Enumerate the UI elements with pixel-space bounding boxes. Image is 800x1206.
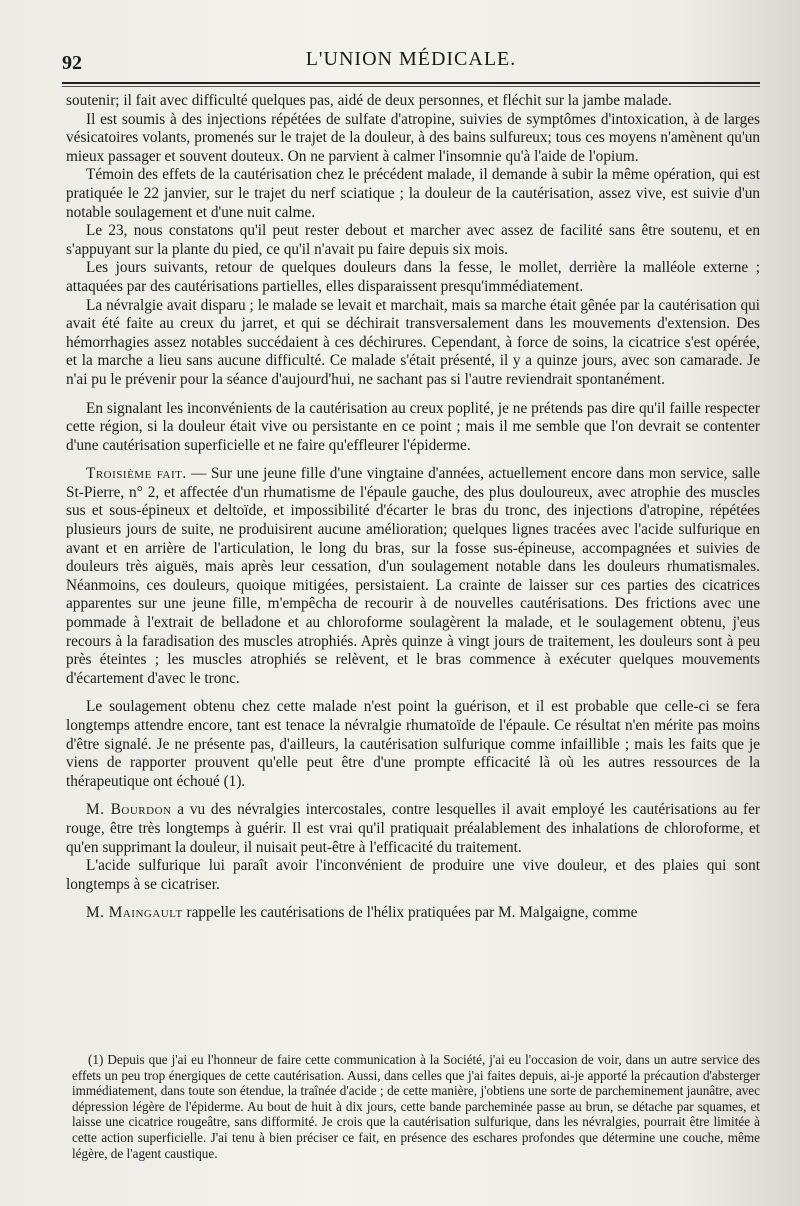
speaker-name: M. Bourdon [86,801,172,819]
paragraph: L'acide sulfurique lui paraît avoir l'inconvénient de produire une vive douleur, et des plaies qui sont longtemps à se cicatriser. [66,857,760,893]
paragraph: La névralgie avait disparu ; le malade se levait et marchait, mais sa marche était gênée par la cautérisation qui avait été faite au creux du jarret, et qui se déchirait transversalement dans les mouvements d'extension. Des hémorrhagies assez notables succédaient à ces déchirures. Cependant, à force de soins, la cicatrice s'est opérée, et la marche a lieu sans aucune difficulté. Ce malade s'était présenté, il y a quinze jours, avec son camarade. Je n'ai pu le prévenir pour la séance d'aujourd'hui, ne sachant pas si l'autre reviendrait spontanément. [66,296,760,388]
paragraph: Il est soumis à des injections répétées de sulfate d'atropine, suivies de symptômes d'intoxication, à de larges vésicatoires volants, promenés sur le trajet de la douleur, à des bains sulfureux; tous ces moyens n'amènent qu'un mieux passager et souvent douteux. On ne parvient à calmer l'insomnie qu'à l'aide de l'opium. [66,110,760,165]
paragraph-text: a vu des névralgies intercostales, contre lesquelles il avait employé les cautérisations au fer rouge, être très longtemps à guérir. Il est vrai qu'il pratiquait préalablement des inhalations de chloroforme, et qu'en supprimant la douleur, il nuisait peut-être à l'efficacité du traitement. [66,801,760,856]
paragraph-maingault [66,904,760,923]
section-label: Troisième fait. [86,465,187,483]
header-rule [62,82,760,84]
page-header [62,46,760,76]
header-rule-thin [62,86,760,87]
paragraph-text: Sur une jeune fille d'une vingtaine d'années, actuellement encore dans mon service, salle St-Pierre, n° 2, et affectée d'un rhumatisme de l'épaule gauche, des plus douloureux, avec atrophie des muscles sus et sous-épineux et deltoïde, et impossibilité d'écarter le bras du tronc, des injections d'atropine, répétées plusieurs jours de suite, ne produisirent aucune amélioration; quelques lignes tracées avec l'acide sulfurique en avant et en arrière de l'articulation, le long du bras, sur la fosse sus-épineuse, accompagnées et suivies de douleurs très aiguës, mais après leur cessation, d'un soulagement notable dans les douleurs rhumatismales. Néanmoins, ces douleurs, quoique mitigées, persistaient. La crainte de laisser sur ces parties des cicatrices apparentes sur une jeune fille, m'empêcha de recourir à de nouvelles cautérisations. Des frictions avec une pommade à l'extrait de belladone et au chloroforme soulagèrent la malade, et le soulagement obtenu, j'eus recours à la faradisation des muscles atrophiés. Après quinze à vingt jours de traitement, les douleurs sont à peu près éteintes ; les muscles atrophiés se relèvent, et le bras commence à exécuter quelques mouvements d'écartement d'avec le tronc. [66,465,760,687]
paragraph-text: rappelle les cautérisations de l'hélix pratiquées par M. Malgaigne, comme [186,904,638,922]
paragraph: soutenir; il fait avec difficulté quelques pas, aidé de deux personnes, et fléchit sur la jambe malade. [66,92,672,109]
paragraph-troisieme-fait [66,465,760,688]
paragraph: Les jours suivants, retour de quelques douleurs dans la fesse, le mollet, derrière la malléole externe ; attaquées par des cautérisations partielles, elles disparaissent presqu'immédiatement. [66,259,760,295]
footnote-text: (1) Depuis que j'ai eu l'honneur de faire cette communication à la Société, j'ai eu l'occasion de voir, dans un autre service des effets un peu trop énergiques de cette cautérisation. Aussi, dans celles que j'ai faites depuis, ai-je apporté la précaution d'absterger immédiatement, dans toute son étendue, la traînée d'acide ; de cette manière, j'obtiens une sorte de parcheminement jaunâtre, avec dépression légère de l'épiderme. Au bout de huit à dix jours, cette bande parcheminée passe au brun, se détache par squames, et laisse une cicatrice rougeâtre, sans difformité. Je crois que la cautérisation sulfurique, dans les névralgies, pourrait être limitée à cette action superficielle. J'ai tenu à bien préciser ce fait, en présence des eschares profondes que détermine une couche, même légère, de l'agent caustique. [72,1052,760,1161]
paragraph-bourdon [66,801,760,857]
body-text [66,92,760,923]
paragraph: Témoin des effets de la cautérisation chez le précédent malade, il demande à subir la même opération, qui est pratiquée le 22 janvier, sur le trajet du nerf sciatique ; la douleur de la cautérisation, assez vive, est suivie d'un notable soulagement et d'une nuit calme. [66,166,760,221]
dash: — [186,465,211,483]
page-number: 92 [62,52,82,74]
running-title: L'UNION MÉDICALE. [305,48,517,70]
footnote [72,1052,760,1161]
paragraph: Le soulagement obtenu chez cette malade n'est point la guérison, et il est probable que celle-ci se fera longtemps attendre encore, tant est tenace la névralgie rhumatoïde de l'épaule. Ce résultat n'en mérite pas moins d'être signalé. Je ne présente pas, d'ailleurs, la cautérisation sulfurique comme infaillible ; mais les faits que je viens de rapporter prouvent qu'elle peut être d'une prompte efficacité là où les autres ressources de la thérapeutique ont échoué (1). [66,698,760,790]
paragraph: En signalant les inconvénients de la cautérisation au creux poplité, je ne prétends pas dire qu'il faille respecter cette région, si la douleur était vive ou persistante en ce point ; mais il me semble que l'on devrait se contenter d'une cautérisation superficielle et ne faire qu'effleurer l'épiderme. [66,399,760,454]
paragraph: Le 23, nous constatons qu'il peut rester debout et marcher avec assez de facilité sans être soutenu, et en s'appuyant sur la plante du pied, ce qu'il n'avait pu faire depuis six mois. [66,222,760,258]
speaker-name: M. Maingault [86,904,183,922]
